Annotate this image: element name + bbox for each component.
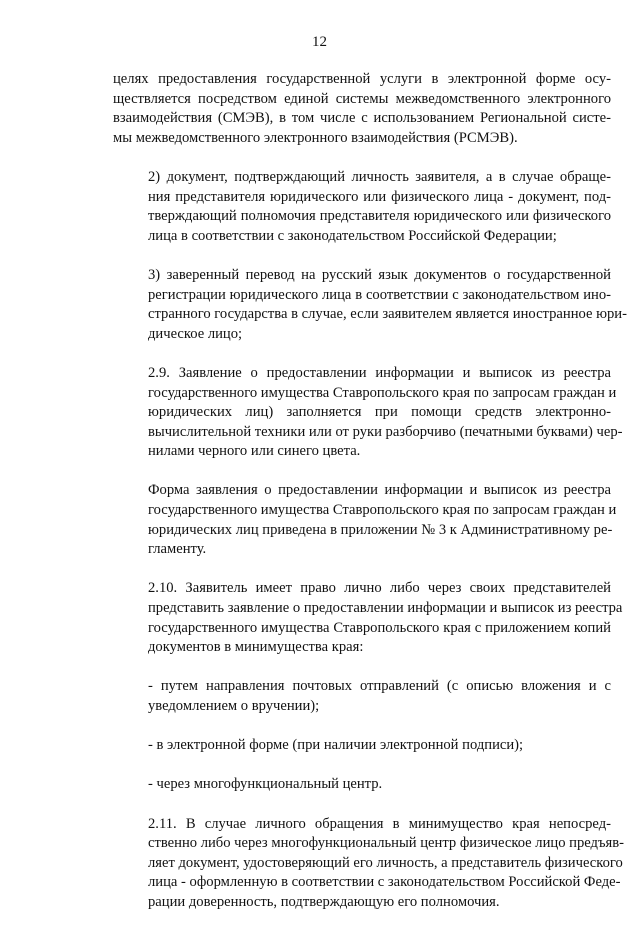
paragraph — [113, 579, 623, 657]
text-line: тверждающий полномочия представителя юридического или физического — [148, 208, 611, 225]
text-line: юридических лиц приведена в приложении № 3 к Административному ре- — [148, 521, 613, 538]
text-line: документов в минимущества края: — [148, 639, 364, 656]
text-line: государственного имущества Ставропольского края по запросам граждан и — [148, 502, 617, 519]
text-line: лица - оформленную в соответствии с законодательством Российской Феде- — [148, 874, 621, 891]
text-line: целях предоставления государственной услуги в электронной форме осу- — [113, 71, 611, 87]
text-line: ляет документ, удостоверяющий его личность, а представитель физического — [148, 854, 623, 871]
text-line: 2.11. В случае личного обращения в минимущество края непосред- — [148, 815, 611, 832]
text-line: юридических лиц) заполняется при помощи средств электронно- — [148, 404, 611, 421]
page-number: 12 — [312, 34, 327, 50]
text-line: - через многофункциональный центр. — [148, 776, 383, 793]
text-line: рации доверенность, подтверждающую его полномочия. — [148, 893, 500, 910]
text-line: - путем направления почтовых отправлений (с описью вложения и с — [148, 678, 611, 695]
paragraph — [113, 266, 627, 344]
text-line: ния представителя юридического или физического лица - документ, под- — [148, 188, 611, 205]
text-line: ственно либо через многофункциональный центр физическое лицо предъяв- — [148, 835, 624, 852]
text-line: взаимодействия (СМЭВ), в том числе с использованием Региональной систе- — [113, 110, 611, 127]
text-line: - в электронной форме (при наличии электронной подписи); — [148, 737, 524, 754]
paragraph — [113, 168, 611, 246]
text-line: 3) заверенный перевод на русский язык документов о государственной — [148, 266, 611, 283]
paragraph — [113, 677, 611, 716]
text-line: регистрации юридического лица в соответствии с законодательством ино- — [148, 286, 611, 303]
document-body — [113, 70, 627, 932]
paragraph — [113, 736, 611, 756]
text-line: уведомлением о вручении); — [148, 698, 320, 714]
paragraph — [113, 815, 624, 913]
text-line: ществляется посредством единой системы межведомственного электронного — [113, 90, 611, 107]
paragraph — [113, 775, 611, 795]
text-line: представить заявление о предоставлении информации и выписок из реестра — [148, 600, 623, 617]
text-line: государственного имущества Ставропольского края с приложением копий — [148, 619, 611, 636]
text-line: Форма заявления о предоставлении информации и выписок из реестра — [148, 482, 611, 499]
text-line: 2) документ, подтверждающий личность заявителя, а в случае обраще- — [148, 168, 611, 185]
text-line: дическое лицо; — [148, 325, 243, 342]
text-line: странного государства в случае, если заявителем является иностранное юри- — [148, 306, 627, 323]
text-line: 2.9. Заявление о предоставлении информации и выписок из реестра — [148, 364, 611, 381]
text-line: лица в соответствии с законодательством Российской Федерации; — [148, 227, 557, 244]
text-line: мы межведомственного электронного взаимодействия (РСМЭВ). — [113, 129, 518, 146]
text-line: нилами черного или синего цвета. — [148, 443, 361, 460]
text-line: 2.10. Заявитель имеет право лично либо через своих представителей — [148, 580, 611, 597]
text-line: гламенту. — [148, 541, 207, 558]
paragraph — [113, 70, 611, 148]
text-line: вычислительной техники или от руки разборчиво (печатными буквами) чер- — [148, 423, 623, 440]
text-line: государственного имущества Ставропольского края по запросам граждан и — [148, 384, 617, 401]
paragraph — [113, 364, 623, 462]
paragraph — [113, 481, 617, 559]
